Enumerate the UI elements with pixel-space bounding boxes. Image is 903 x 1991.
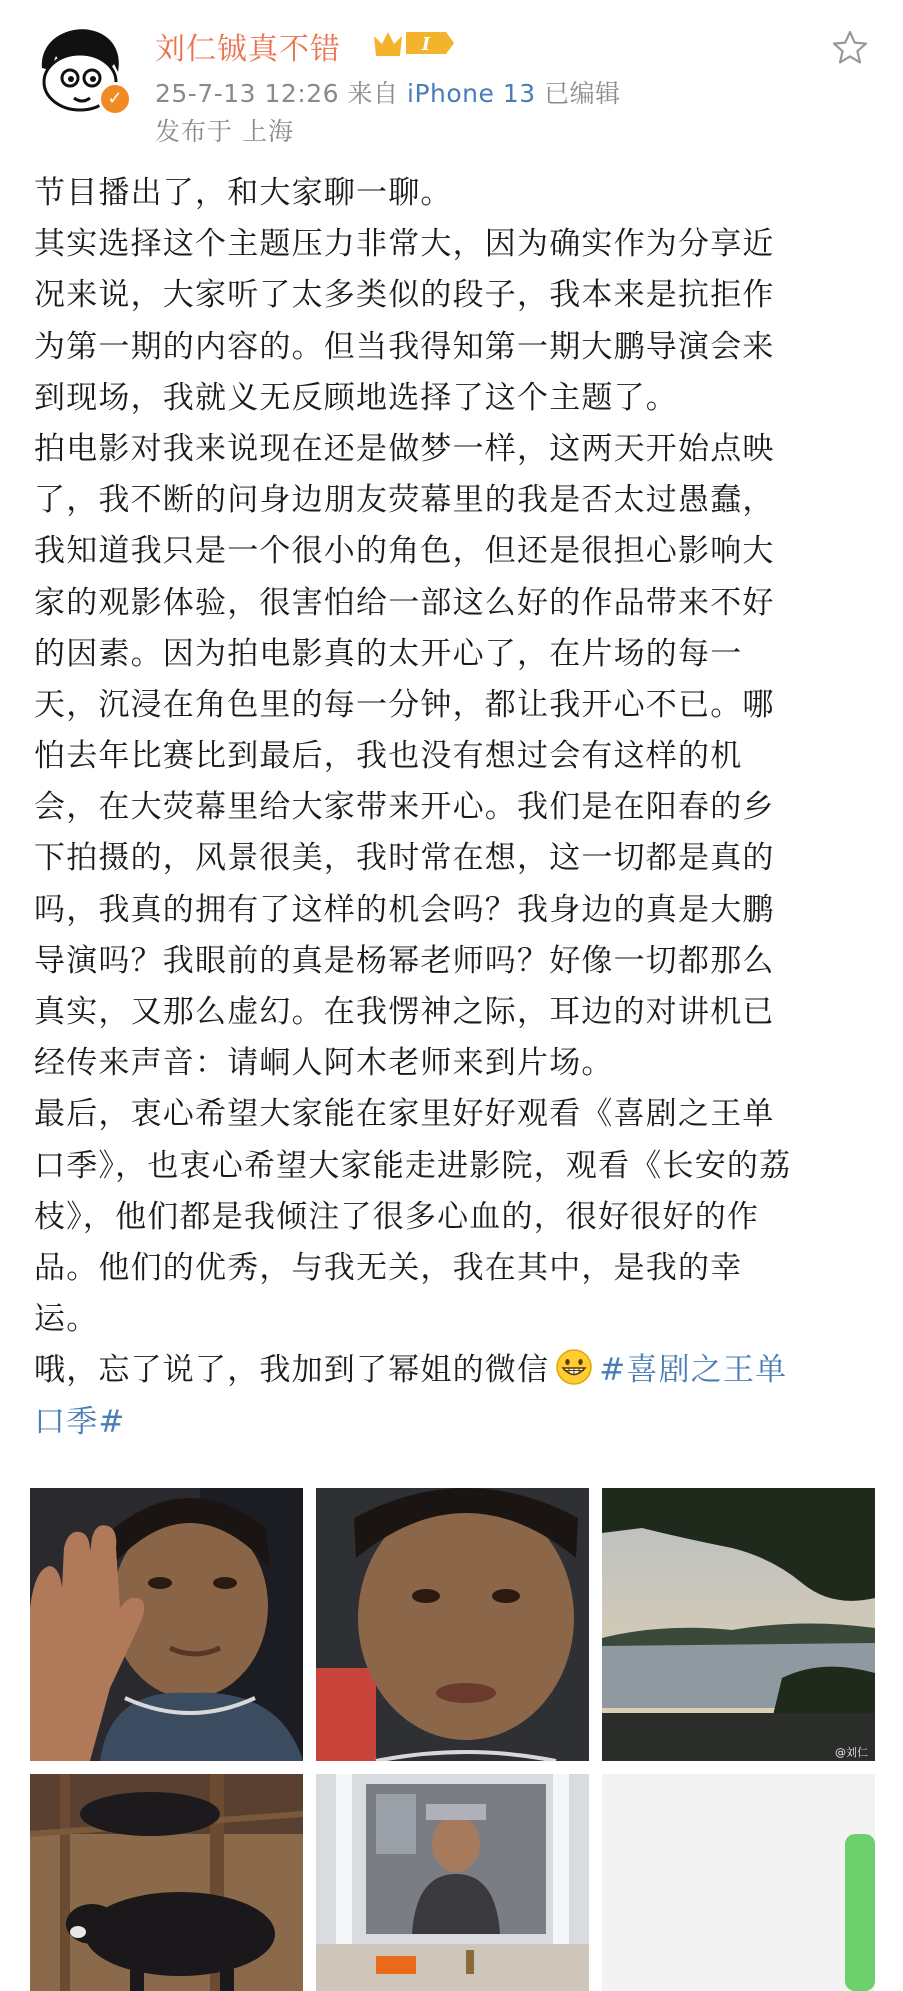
photo-6-placeholder[interactable] [602, 1774, 875, 1991]
post-line: 家的观影体验，很害怕给一部这么好的作品带来不好 [34, 584, 775, 621]
photo-4[interactable] [30, 1774, 303, 1991]
post-line: 品。他们的优秀，与我无关，我在其中，是我的幸 [34, 1249, 743, 1286]
loading-photo-placeholder [602, 1774, 875, 1991]
hashtag-link-continued[interactable]: 口季# [34, 1403, 126, 1440]
post-line: 运。 [34, 1301, 99, 1338]
post-line-last [34, 1345, 874, 1396]
post-line: 拍电影对我来说现在还是做梦一样，这两天开始点映 [34, 430, 775, 467]
post-last-text: 哦，忘了说了，我加到了幂姐的微信 [34, 1352, 550, 1389]
crown-icon[interactable] [370, 26, 456, 60]
selfie-closeup-photo [316, 1488, 589, 1761]
post-line-hashtag [34, 1397, 874, 1448]
grinning-face-icon [555, 1348, 593, 1386]
selfie-hand-photo [30, 1488, 303, 1761]
post-line: 吗，我真的拥有了这样的机会吗？我身边的真是大鹏 [34, 891, 775, 928]
username[interactable]: 刘仁铖真不错 [155, 32, 341, 67]
edited-label[interactable]: 已编辑 [544, 79, 621, 108]
post-body [34, 168, 874, 1448]
post-line: 到现场，我就义无反顾地选择了这个主题了。 [34, 379, 678, 416]
post-line: 怕去年比赛比到最后，我也没有想过会有这样的机 [34, 738, 743, 775]
timestamp: 25-7-13 12:26 [155, 79, 340, 108]
post-line: 经传来声音：请峒人阿木老师来到片场。 [34, 1045, 614, 1082]
post-header [0, 0, 903, 150]
level-badge-text: I [421, 34, 431, 55]
photo-3[interactable] [602, 1488, 875, 1761]
dressing-room-mirror-photo [316, 1774, 589, 1991]
device-link[interactable]: iPhone 13 [407, 79, 536, 108]
post-line: 为第一期的内容的。但当我得知第一期大鹏导演会来 [34, 328, 775, 365]
post-line: 口季》，也衷心希望大家能走进影院，观看《长安的荔 [34, 1147, 792, 1184]
post-line: 真实，又那么虚幻。在我愣神之际，耳边的对讲机已 [34, 994, 775, 1030]
post-line: 况来说，大家听了太多类似的段子，我本来是抗拒作 [34, 277, 775, 314]
post-meta [155, 74, 621, 110]
photo-watermark: @刘仁 [835, 1746, 868, 1759]
post-line: 最后，衷心希望大家能在家里好好观看《喜剧之王单 [34, 1096, 775, 1133]
location: 发布于 上海 [155, 117, 294, 146]
river-landscape-photo [602, 1488, 875, 1761]
post-line: 天，沉浸在角色里的每一分钟，都让我开心不已。哪 [34, 686, 775, 723]
post-line: 会，在大荧幕里给大家带来开心。我们是在阳春的乡 [34, 789, 775, 826]
post-line: 枝》，他们都是我倾注了很多心血的，很好很好的作 [34, 1198, 760, 1235]
post-line: 导演吗？我眼前的真是杨幂老师吗？好像一切都那么 [34, 942, 775, 979]
photo-1[interactable] [30, 1488, 303, 1761]
photo-2[interactable] [316, 1488, 589, 1761]
hashtag-link[interactable]: #喜剧之王单 [599, 1352, 788, 1389]
post-line: 我知道我只是一个很小的角色，但还是很担心影响大 [34, 533, 775, 570]
source-prefix: 来自 [347, 79, 399, 108]
post-line: 下拍摄的，风景很美，我时常在想，这一切都是真的 [34, 840, 775, 877]
photo-5[interactable] [316, 1774, 589, 1991]
post-line: 了，我不断的问身边朋友荧幕里的我是否太过愚蠢， [34, 482, 775, 519]
post-line: 的因素。因为拍电影真的太开心了，在片场的每一 [34, 635, 743, 672]
post-line: 节目播出了，和大家聊一聊。 [34, 175, 453, 211]
star-outline-icon[interactable] [830, 28, 870, 68]
photo-grid [30, 1488, 875, 1991]
post-line: 其实选择这个主题压力非常大，因为确实作为分享近 [34, 226, 775, 263]
verified-badge-icon: ✓ [98, 82, 132, 116]
pigs-in-pen-photo [30, 1774, 303, 1991]
